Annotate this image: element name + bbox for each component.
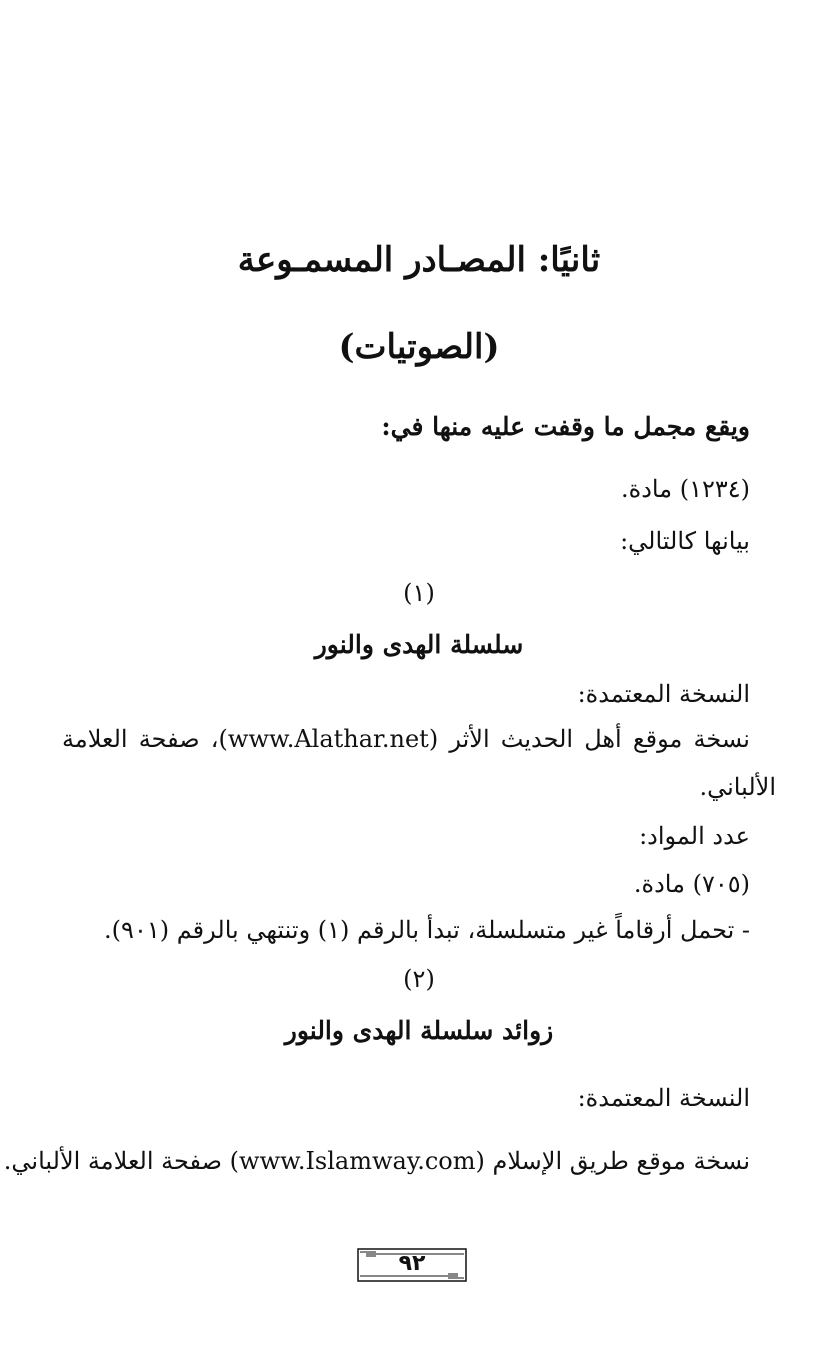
section-1-copy-text: نسخة موقع أهل الحديث الأثر (www.Alathar.net)، صفحة العلامة: [62, 725, 750, 753]
section-1-number: (١): [403, 579, 435, 607]
page-number-frame: [356, 1247, 468, 1283]
page-number: ٩٢: [398, 1251, 426, 1276]
page-subtitle: (الصوتيات): [338, 327, 500, 367]
intro-details: بيانها كالتالي:: [620, 527, 750, 555]
section-1-copy-text-continued: الألباني.: [699, 773, 776, 801]
section-1-count-value: (٧٠٥) مادة.: [633, 870, 750, 898]
section-2-copy-text: نسخة موقع طريق الإسلام (www.Islamway.com) صفحة العلامة الألباني.: [3, 1147, 750, 1175]
section-2-title: زوائد سلسلة الهدى والنور: [284, 1016, 554, 1045]
section-1-count-label: عدد المواد:: [639, 822, 750, 850]
page-title: ثانيًا: المصـادر المسمـوعة: [237, 240, 601, 280]
intro-lead: ويقع مجمل ما وقفت عليه منها في:: [381, 412, 750, 441]
section-1-title: سلسلة الهدى والنور: [314, 630, 524, 659]
section-1-note: - تحمل أرقاماً غير متسلسلة، تبدأ بالرقم (١) وتنتهي بالرقم (٩٠١).: [104, 916, 750, 944]
section-2-number: (٢): [403, 965, 435, 993]
section-2-copy-label: النسخة المعتمدة:: [577, 1084, 750, 1112]
intro-count: (١٢٣٤) مادة.: [621, 475, 750, 503]
section-1-copy-label: النسخة المعتمدة:: [577, 680, 750, 708]
